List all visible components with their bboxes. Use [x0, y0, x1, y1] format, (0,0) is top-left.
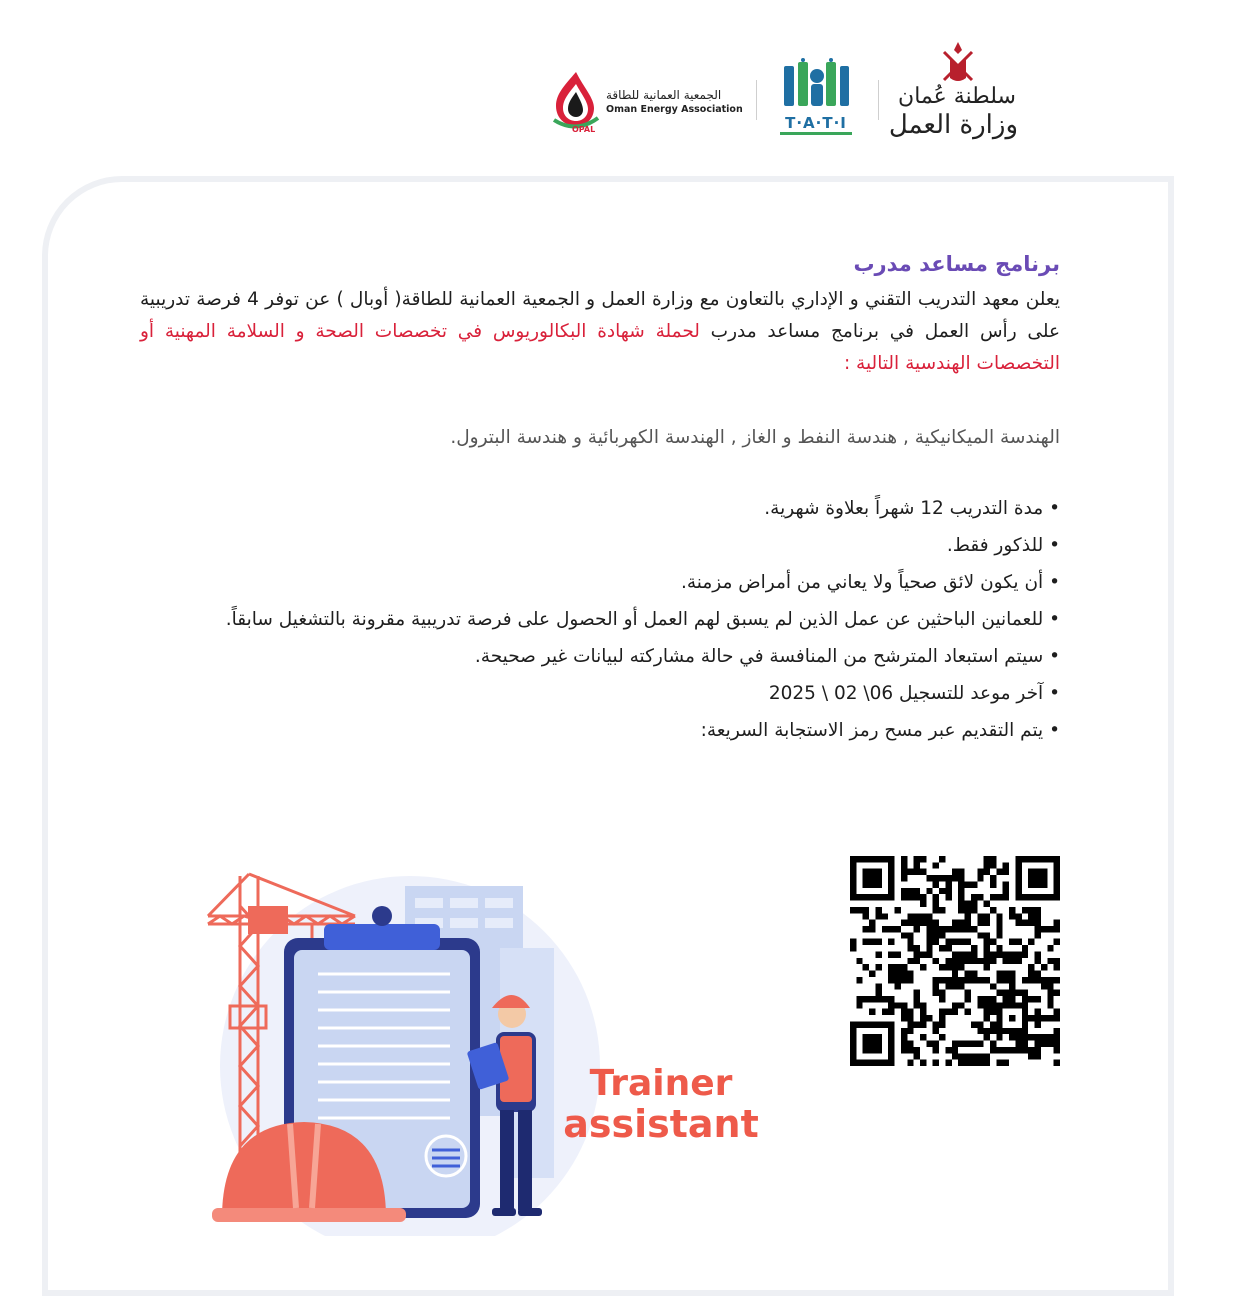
qr-code[interactable] — [850, 856, 1060, 1066]
intro-text: يعلن معهد التدريب التقني و الإداري بالتعاون مع وزارة العمل و الجمعية العمانية للطاقة( أوبال ) عن توفر 4 فرصة تدريبية على رأس العمل في برنامج مساعد مدرب — [140, 289, 1061, 342]
ministry-of-labour-logo — [888, 40, 1026, 140]
logo-divider — [878, 80, 879, 120]
list-item: • يتم التقديم عبر مسح رمز الاستجابة السريعة: — [140, 712, 1060, 749]
trainer-line1: Trainer — [589, 1063, 733, 1104]
trainer-line2: assistant — [563, 1102, 759, 1146]
ministry-line1: سلطنة عُمان — [898, 84, 1016, 109]
oman-emblem-icon — [938, 40, 978, 84]
opal-logo — [546, 68, 743, 132]
tati-letters: T·A·T·I — [785, 114, 847, 132]
announcement-intro — [140, 284, 1060, 380]
list-item: • سيتم استبعاد المترشح من المنافسة في حالة مشاركته لبيانات غير صحيحة. — [140, 638, 1060, 675]
requirements-list — [140, 490, 1060, 749]
list-item: • مدة التدريب 12 شهراً بعلاوة شهرية. — [140, 490, 1060, 527]
tati-underline — [780, 132, 852, 135]
opal-badge: OPAL — [572, 125, 596, 132]
ministry-line2: وزارة العمل — [888, 110, 1018, 140]
announcement-title: برنامج مساعد مدرب — [853, 252, 1060, 276]
list-item: • أن يكون لائق صحياً ولا يعاني من أمراض مزمنة. — [140, 564, 1060, 601]
list-item: • آخر موعد للتسجيل 06\ 02 \ 2025 — [140, 675, 1060, 712]
announcement — [140, 248, 1060, 749]
opal-name-en: Oman Energy Association — [606, 104, 743, 115]
logo-divider — [756, 80, 757, 120]
construction-illustration — [200, 866, 620, 1236]
tati-logo — [778, 58, 854, 134]
list-item: • للذكور فقط. — [140, 527, 1060, 564]
opal-emblem-icon — [546, 68, 604, 132]
list-item: • للعمانين الباحثين عن عمل الذين لم يسبق لهم العمل أو الحصول على فرصة تدريبية مقرونة بالتشغيل سابقاً. — [140, 601, 1060, 638]
specializations: الهندسة الميكانيكية , هندسة النفط و الغاز , الهندسة الكهربائية و هندسة البترول. — [450, 427, 1060, 448]
tati-emblem-icon — [780, 58, 852, 112]
intro-highlight: لحملة شهادة البكالوريوس في تخصصات الصحة و السلامة المهنية أو التخصصات الهندسية التالية : — [140, 321, 1060, 374]
opal-name-ar: الجمعية العمانية للطاقة — [606, 88, 722, 102]
trainer-assistant-label — [556, 1064, 766, 1144]
